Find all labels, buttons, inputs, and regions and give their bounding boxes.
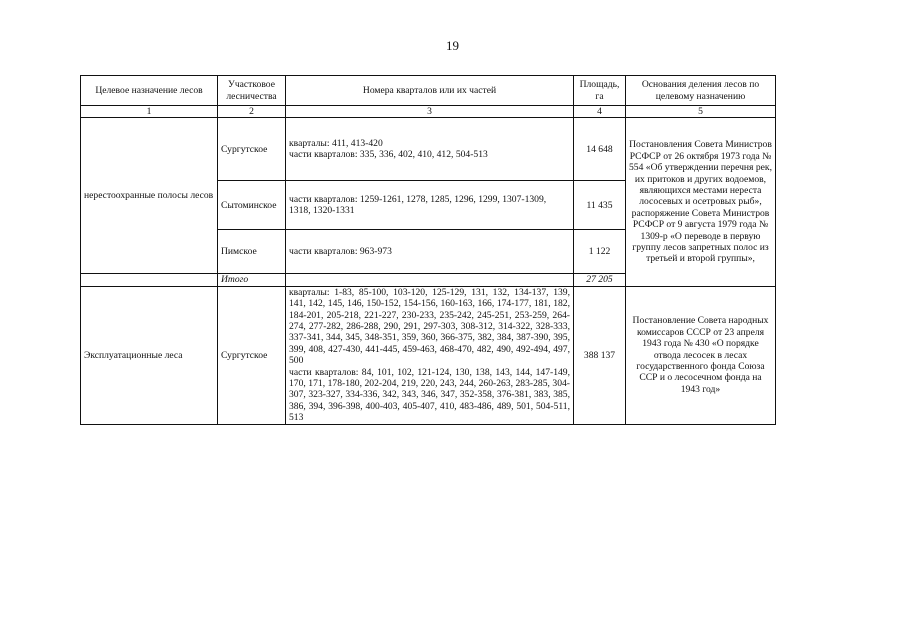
district-cell: Сытоминское: [218, 181, 286, 230]
quarters-cell: [286, 118, 574, 181]
header-basis: Основания деления лесов по целевому назначению: [626, 76, 776, 106]
quarters-cell: части кварталов: 1259-1261, 1278, 1285, 1296, 1299, 1307-1309, 1318, 1320-1331: [286, 181, 574, 230]
header-district: Участковое лесничества: [218, 76, 286, 106]
parts-list: части кварталов: 84, 101, 102, 121-124, 130, 138, 143, 144, 147-149, 170, 171, 178-180, 202-204, 219, 220, 243, 244, 260-263, 283-285, 304-307, 323-327, 334-336, 342, 343, 346, 347, 352-358, 376-381, 383, 385, 386, 394, 396-398, 400-403, 405-407, 410, 483-486, 489, 501, 504-511, 513: [289, 366, 570, 424]
quarters-cell: [286, 286, 574, 424]
basis-cell: Постановления Совета Министров РСФСР от 26 октября 1973 года № 554 «Об утверждении перечня рек, их притоков и других водоемов, являющихся местами нереста лососевых и осетровых рыб», распоряжение Совета Министров РСФСР от 9 августа 1979 года № 1309-р «О переводе в первую группу лесов запретных полос из третьей и второй группы»,: [626, 118, 776, 286]
total-label: Итого: [218, 274, 286, 286]
table-header-row: [81, 76, 776, 106]
basis-cell: Постановление Совета народных комиссаров СССР от 23 апреля 1943 года № 430 «О порядке отвода лесосек в лесах государственного фонда Союза ССР и о лесосечном фонда на 1943 год»: [626, 286, 776, 424]
column-number: 4: [574, 106, 626, 118]
table-row: [81, 286, 776, 424]
total-value: 27 205: [574, 274, 626, 286]
quarters-line: части кварталов: 335, 336, 402, 410, 412, 504-513: [289, 149, 488, 161]
header-quarters: Номера кварталов или их частей: [286, 76, 574, 106]
column-number: 2: [218, 106, 286, 118]
purpose-cell: нерестоохранные полосы лесов: [81, 118, 218, 274]
area-cell: 1 122: [574, 230, 626, 274]
page-number: 19: [446, 38, 459, 53]
quarters-cell: части кварталов: 963-973: [286, 230, 574, 274]
purpose-cell: Эксплуатационные леса: [81, 286, 218, 424]
column-numbers-row: [81, 106, 776, 118]
header-area: Площадь, га: [574, 76, 626, 106]
district-cell: Сургутское: [218, 286, 286, 424]
district-cell: Пимское: [218, 230, 286, 274]
forest-purpose-table: [80, 75, 776, 425]
district-cell: Сургутское: [218, 118, 286, 181]
area-cell: 388 137: [574, 286, 626, 424]
table-row: [81, 118, 776, 181]
quarters-line: кварталы: 411, 413-420: [289, 138, 383, 149]
column-number: 3: [286, 106, 574, 118]
area-cell: 14 648: [574, 118, 626, 181]
area-cell: 11 435: [574, 181, 626, 230]
header-purpose: Целевое назначение лесов: [81, 76, 218, 106]
quarters-list: кварталы: 1-83, 85-100, 103-120, 125-129, 131, 132, 134-137, 139, 141, 142, 145, 146, 150-152, 154-156, 160-163, 166, 174-177, 181, 182, 184-201, 205-218, 221-227, 230-233, 235-242, 245-251, 253-259, 264-274, 277-282, 286-288, 290, 291, 297-303, 308-312, 314-322, 328-333, 337-341, 344, 345, 348-351, 359, 360, 366-375, 382, 384, 387-390, 395, 399, 408, 427-430, 441-445, 459-463, 468-470, 482, 490, 492-494, 497, 500: [289, 286, 570, 367]
column-number: 1: [81, 106, 218, 118]
column-number: 5: [626, 106, 776, 118]
empty-cell: [81, 274, 218, 286]
empty-cell: [286, 274, 574, 286]
